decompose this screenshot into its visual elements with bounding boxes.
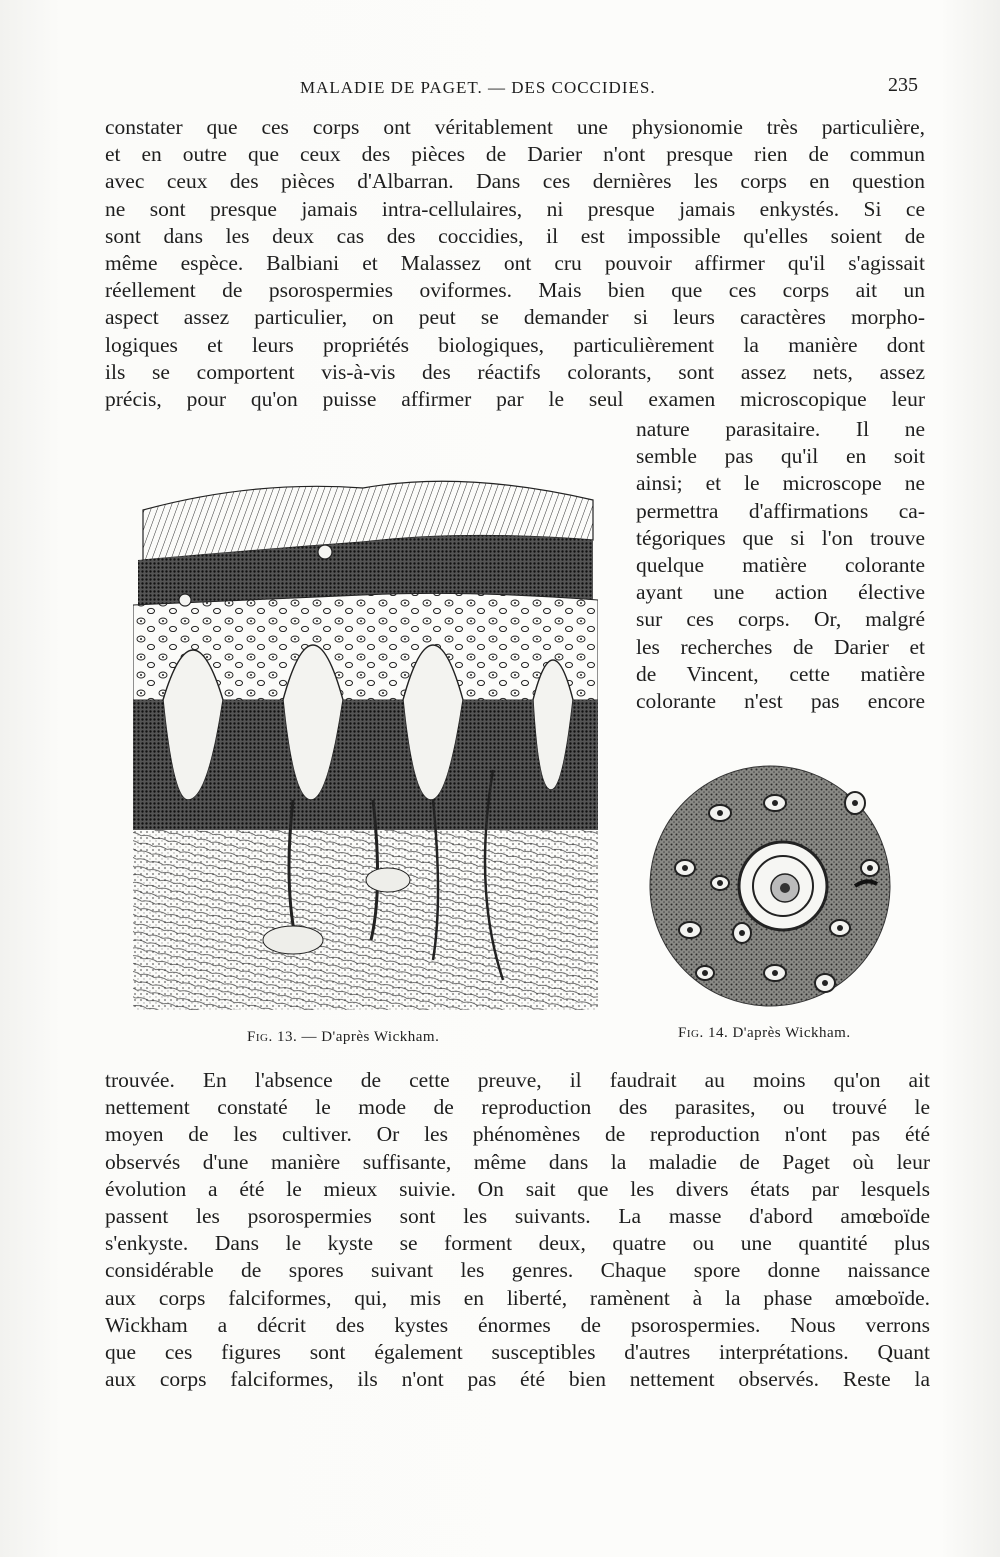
figure-13-caption-text: — D'après Wickham. bbox=[301, 1029, 440, 1045]
text-line: permettra d'affirmations ca- bbox=[636, 498, 925, 523]
text-line: sont dans les deux cas des coccidies, il est impossible qu'elles soient de bbox=[105, 223, 925, 248]
text-line: aux corps falciformes, ils n'ont pas été bien nettement observés. Reste la bbox=[105, 1367, 930, 1392]
text-line: observés d'une manière suffisante, même dans la maladie de Paget où leur bbox=[105, 1149, 930, 1174]
figure-13-skin-section bbox=[133, 470, 598, 1010]
text-line: quelque matière colorante bbox=[636, 553, 925, 578]
text-line: précis, pour qu'on puisse affirmer par le seul examen microscopique leur bbox=[105, 387, 925, 412]
text-line: Wickham a décrit des kystes énormes de psorospermies. Nous verrons bbox=[105, 1312, 930, 1337]
text-line: s'enkyste. Dans le kyste se forment deux, quatre ou une quantité plus bbox=[105, 1231, 930, 1256]
text-line: moyen de les cultiver. Or les phénomènes de reproduction n'ont pas été bbox=[105, 1122, 930, 1147]
text-line: semble pas qu'il en soit bbox=[636, 444, 925, 469]
figure-14-caption bbox=[678, 1025, 851, 1042]
text-line: considérable de spores suivant les genres. Chaque spore donne naissance bbox=[105, 1258, 930, 1283]
top-paragraph bbox=[105, 114, 925, 413]
text-line: ainsi; et le microscope ne bbox=[636, 471, 925, 496]
text-line: réellement de psorospermies oviformes. Mais bien que ces corps ait un bbox=[105, 278, 925, 303]
text-line: ils se comportent vis-à-vis des réactifs colorants, sont assez nets, assez bbox=[105, 359, 925, 384]
text-line: colorante n'est pas encore bbox=[636, 689, 925, 714]
text-line: logiques et leurs propriétés biologiques, particulièrement la manière dont bbox=[105, 332, 925, 357]
text-line: même espèce. Balbiani et Malassez ont cru pouvoir affirmer qu'il s'agissait bbox=[105, 251, 925, 276]
side-paragraph bbox=[636, 416, 925, 715]
figure-14-caption-text: D'après Wickham. bbox=[732, 1025, 851, 1041]
running-title: MALADIE DE PAGET. — DES COCCIDIES. bbox=[300, 78, 656, 97]
text-line: passent les psorospermies sont les suivants. La masse d'abord amœboïde bbox=[105, 1204, 930, 1229]
bottom-paragraph bbox=[105, 1067, 930, 1393]
text-line: de Vincent, cette matière bbox=[636, 661, 925, 686]
text-line: aux corps falciformes, qui, mis en liberté, ramènent à la phase amœboïde. bbox=[105, 1285, 930, 1310]
text-line: constater que ces corps ont véritablement une physionomie très particulière, bbox=[105, 115, 925, 139]
text-line: les recherches de Darier et bbox=[636, 634, 925, 659]
figure-14-cyst-section bbox=[645, 758, 895, 1013]
text-line: ne sont presque jamais intra-cellulaires, ni presque jamais enkystés. Si ce bbox=[105, 196, 925, 221]
text-line: évolution a été le mieux suivie. On sait que les divers états par lesquels bbox=[105, 1176, 930, 1201]
text-line: avec ceux des pièces d'Albarran. Dans ces dernières les corps en question bbox=[105, 169, 925, 194]
figure-13-caption bbox=[247, 1029, 439, 1046]
page-number: 235 bbox=[888, 74, 918, 96]
text-line: tégoriques que si l'on trouve bbox=[636, 525, 925, 550]
text-line: nettement constaté le mode de reproduction des parasites, ou trouvé le bbox=[105, 1095, 930, 1120]
text-line: que ces figures sont également susceptibles d'autres interprétations. Quant bbox=[105, 1340, 930, 1365]
text-line: sur ces corps. Or, malgré bbox=[636, 607, 925, 632]
figure-13-label: Fig. 13. bbox=[247, 1029, 298, 1045]
text-line: et en outre que ceux des pièces de Darier n'ont presque rien de commun bbox=[105, 142, 925, 167]
text-line: aspect assez particulier, on peut se demander si leurs caractères morpho- bbox=[105, 305, 925, 330]
text-line: trouvée. En l'absence de cette preuve, il faudrait au moins qu'on ait bbox=[105, 1068, 930, 1092]
text-line: nature parasitaire. Il ne bbox=[636, 417, 925, 441]
figure-14-label: Fig. 14. bbox=[678, 1025, 729, 1041]
text-line: ayant une action élective bbox=[636, 580, 925, 605]
